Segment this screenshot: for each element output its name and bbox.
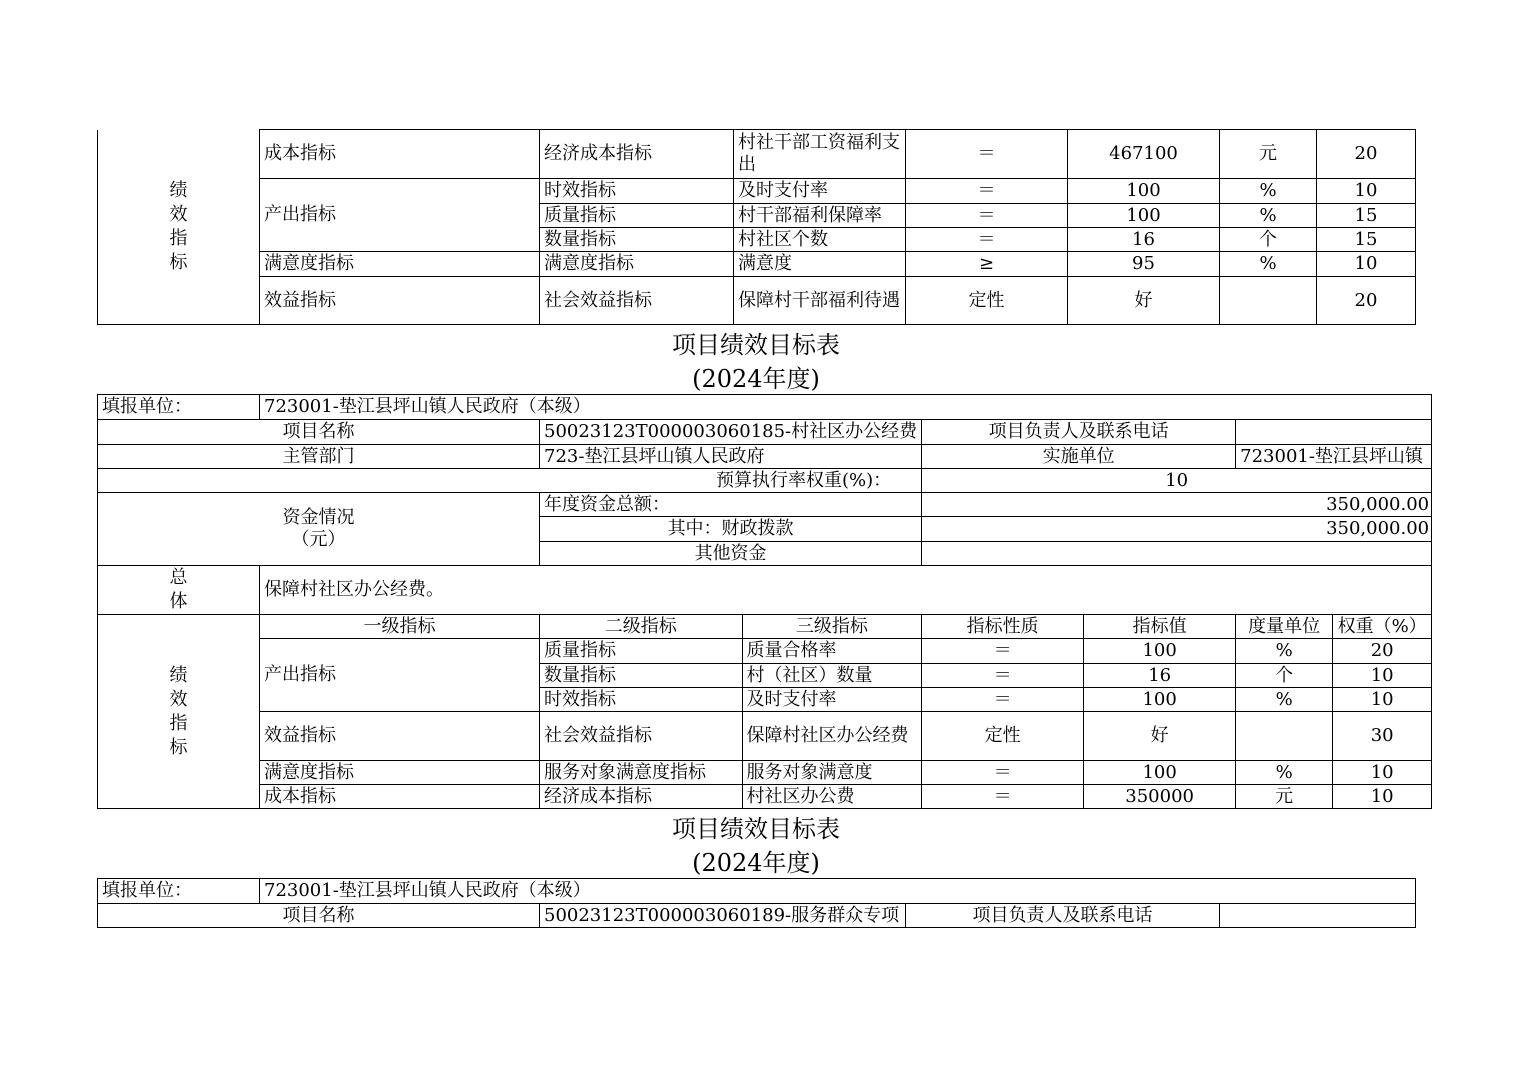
value-cell: 95 <box>1068 252 1220 277</box>
goal-label <box>98 566 260 615</box>
kpi-group-label-text: 绩效指标 <box>169 179 188 273</box>
nature-cell: ＝ <box>906 228 1068 252</box>
project-form <box>97 878 1416 928</box>
l2-cell: 社会效益指标 <box>540 712 743 761</box>
dept-label: 主管部门 <box>98 445 540 469</box>
unit-cell: 元 <box>1220 130 1317 179</box>
l2-cell: 经济成本指标 <box>540 130 734 179</box>
nature-cell: ＝ <box>906 130 1068 179</box>
weight-cell: 10 <box>1333 664 1432 688</box>
value-cell: 100 <box>1084 688 1236 712</box>
unit-cell: 个 <box>1220 228 1317 252</box>
l3-cell: 村社区个数 <box>734 228 906 252</box>
l3-cell: 村社干部工资福利支出 <box>734 130 906 179</box>
l3-cell: 村（社区）数量 <box>742 664 922 688</box>
kpi-group-label: 绩效指标 <box>98 615 260 809</box>
weight-cell: 30 <box>1333 712 1432 761</box>
nature-cell: ＝ <box>922 785 1084 809</box>
impl-value: 723001-垫江县坪山镇 <box>1236 445 1432 469</box>
kpi-table-continued <box>97 129 1416 325</box>
l1-cell: 效益指标 <box>260 277 540 325</box>
l2-cell: 数量指标 <box>540 228 734 252</box>
form-year: (2024年度) <box>692 365 820 393</box>
impl-label: 实施单位 <box>922 445 1236 469</box>
contact-label: 项目负责人及联系电话 <box>906 904 1220 928</box>
l3-cell: 质量合格率 <box>742 639 922 664</box>
unit-label: 填报单位： <box>98 395 260 420</box>
weight-cell: 20 <box>1333 639 1432 664</box>
unit-cell: % <box>1220 252 1317 277</box>
value-cell: 100 <box>1084 761 1236 785</box>
l3-cell: 及时支付率 <box>742 688 922 712</box>
l1-cell: 产出指标 <box>260 639 540 712</box>
unit-cell <box>1220 277 1317 325</box>
unit-cell: % <box>1220 179 1317 204</box>
l3-cell: 保障村社区办公经费 <box>742 712 922 761</box>
contact-value <box>1220 904 1416 928</box>
value-cell: 350000 <box>1084 785 1236 809</box>
l2-cell: 经济成本指标 <box>540 785 743 809</box>
l3-cell: 及时支付率 <box>734 179 906 204</box>
header-value: 指标值 <box>1084 615 1236 639</box>
unit-cell: 个 <box>1236 664 1333 688</box>
goal-label-line2: 体 <box>169 591 188 612</box>
nature-cell: ＝ <box>906 204 1068 228</box>
unit-cell: % <box>1220 204 1317 228</box>
value-cell: 好 <box>1084 712 1236 761</box>
nature-cell: 定性 <box>906 277 1068 325</box>
project-form <box>97 394 1432 809</box>
l3-cell: 保障村干部福利待遇 <box>734 277 906 325</box>
dept-value: 723-垫江县坪山镇人民政府 <box>540 445 922 469</box>
value-cell: 100 <box>1068 204 1220 228</box>
value-cell: 好 <box>1068 277 1220 325</box>
form-title: 项目绩效目标表 <box>672 815 840 843</box>
value-cell: 100 <box>1084 639 1236 664</box>
value-cell: 16 <box>1068 228 1220 252</box>
weight-cell: 10 <box>1317 179 1416 204</box>
l3-cell: 村社区办公费 <box>742 785 922 809</box>
weight-cell: 20 <box>1317 277 1416 325</box>
header-unit: 度量单位 <box>1236 615 1333 639</box>
funds-other-label: 其他资金 <box>540 542 922 566</box>
l1-cell: 产出指标 <box>260 179 540 252</box>
l3-cell: 村干部福利保障率 <box>734 204 906 228</box>
header-l3: 三级指标 <box>742 615 922 639</box>
weight-cell: 10 <box>1333 688 1432 712</box>
funds-fiscal-value: 350,000.00 <box>922 517 1432 542</box>
unit-value: 723001-垫江县坪山镇人民政府（本级） <box>260 879 1416 904</box>
weight-cell: 10 <box>1333 761 1432 785</box>
funds-total-value: 350,000.00 <box>922 493 1432 517</box>
budget-weight-label: 预算执行率权重(%)： <box>98 469 922 493</box>
nature-cell: ＝ <box>922 761 1084 785</box>
unit-value: 723001-垫江县坪山镇人民政府（本级） <box>260 395 1432 420</box>
header-nature: 指标性质 <box>922 615 1084 639</box>
l1-cell: 成本指标 <box>260 130 540 179</box>
unit-cell <box>1236 712 1333 761</box>
weight-cell: 15 <box>1317 204 1416 228</box>
unit-cell: % <box>1236 639 1333 664</box>
funds-other-value <box>922 542 1432 566</box>
header-l2: 二级指标 <box>540 615 743 639</box>
nature-cell: ＝ <box>922 688 1084 712</box>
l1-cell: 效益指标 <box>260 712 540 761</box>
nature-cell: 定性 <box>922 712 1084 761</box>
goal-text: 保障村社区办公经费。 <box>260 566 1432 615</box>
project-name-label: 项目名称 <box>98 420 540 445</box>
project-name-value: 50023123T000003060185-村社区办公经费 <box>540 420 922 445</box>
unit-label: 填报单位： <box>98 879 260 904</box>
l2-cell: 社会效益指标 <box>540 277 734 325</box>
form-title: 项目绩效目标表 <box>672 331 840 359</box>
value-cell: 467100 <box>1068 130 1220 179</box>
l2-cell: 服务对象满意度指标 <box>540 761 743 785</box>
nature-cell: ＝ <box>922 664 1084 688</box>
l2-cell: 满意度指标 <box>540 252 734 277</box>
weight-cell: 20 <box>1317 130 1416 179</box>
budget-weight-value: 10 <box>922 469 1432 493</box>
goal-label-line1: 总 <box>169 567 188 588</box>
unit-cell: % <box>1236 688 1333 712</box>
unit-cell: 元 <box>1236 785 1333 809</box>
funds-total-label: 年度资金总额： <box>540 493 922 517</box>
nature-cell: ＝ <box>922 639 1084 664</box>
l3-cell: 服务对象满意度 <box>742 761 922 785</box>
project-name-value: 50023123T000003060189-服务群众专项 <box>540 904 906 928</box>
l1-cell: 成本指标 <box>260 785 540 809</box>
l3-cell: 满意度 <box>734 252 906 277</box>
funds-label <box>98 493 540 566</box>
weight-cell: 15 <box>1317 228 1416 252</box>
value-cell: 16 <box>1084 664 1236 688</box>
kpi-group-label <box>98 130 260 325</box>
unit-cell: % <box>1236 761 1333 785</box>
nature-cell: ≥ <box>906 252 1068 277</box>
funds-label-line2: （元） <box>291 529 346 550</box>
weight-cell: 10 <box>1333 785 1432 809</box>
project-name-label: 项目名称 <box>98 904 540 928</box>
nature-cell: ＝ <box>906 179 1068 204</box>
l2-cell: 质量指标 <box>540 639 743 664</box>
header-weight: 权重（%） <box>1333 615 1432 639</box>
l2-cell: 质量指标 <box>540 204 734 228</box>
form-year: (2024年度) <box>692 849 820 877</box>
funds-label-line1: 资金情况 <box>282 507 355 528</box>
header-l1: 一级指标 <box>260 615 540 639</box>
value-cell: 100 <box>1068 179 1220 204</box>
weight-cell: 10 <box>1317 252 1416 277</box>
l2-cell: 时效指标 <box>540 179 734 204</box>
contact-label: 项目负责人及联系电话 <box>922 420 1236 445</box>
contact-value <box>1236 420 1432 445</box>
l1-cell: 满意度指标 <box>260 252 540 277</box>
l2-cell: 时效指标 <box>540 688 743 712</box>
l2-cell: 数量指标 <box>540 664 743 688</box>
funds-fiscal-label: 其中：财政拨款 <box>540 517 922 542</box>
l1-cell: 满意度指标 <box>260 761 540 785</box>
